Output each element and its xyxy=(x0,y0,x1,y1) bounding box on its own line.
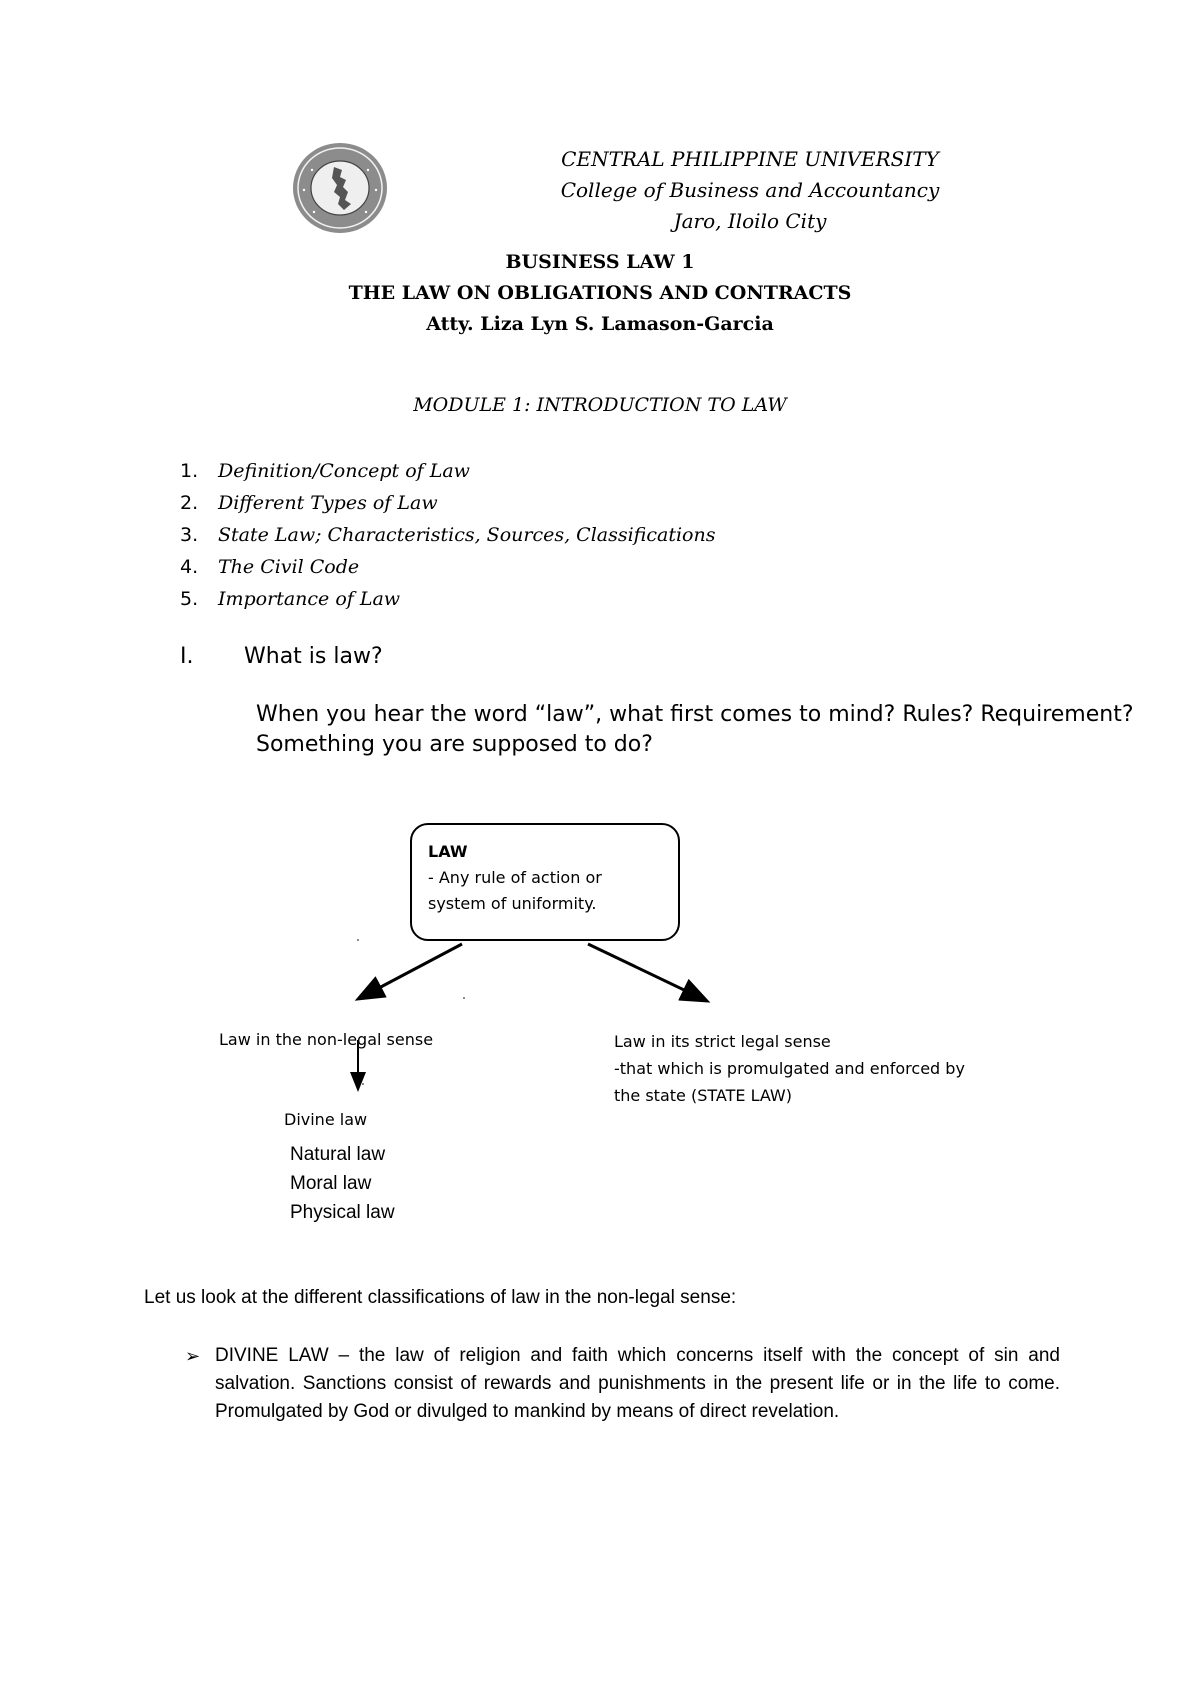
arrow-left-branch xyxy=(360,944,462,998)
university-header xyxy=(540,144,960,237)
topic-number: 2. xyxy=(180,492,199,514)
topic-text: Definition/Concept of Law xyxy=(218,460,470,482)
topic-text: State Law; Characteristics, Sources, Classifications xyxy=(218,524,716,546)
arrow-bullet-icon: ➢ xyxy=(185,1346,201,1367)
university-seal-logo xyxy=(290,140,390,236)
module-title: MODULE 1: INTRODUCTION TO LAW xyxy=(413,394,787,416)
topic-text: The Civil Code xyxy=(218,556,360,578)
topic-number: 4. xyxy=(180,556,199,578)
nonlegal-type-item: Moral law xyxy=(290,1173,372,1194)
college-name: College of Business and Accountancy xyxy=(560,178,940,202)
strict-legal-sense-line: the state (STATE LAW) xyxy=(614,1086,792,1105)
section-number: I. xyxy=(180,644,194,669)
law-definition-box xyxy=(410,823,680,941)
law-box-title: LAW xyxy=(428,842,468,861)
topic-number: 1. xyxy=(180,460,199,482)
law-box-line: - Any rule of action or xyxy=(428,868,602,887)
course-code: BUSINESS LAW 1 xyxy=(505,251,695,273)
section-question: When you hear the word “law”, what first comes to mind? Rules? Requirement? Something you are supposed to do? xyxy=(256,702,1134,757)
intro-paragraph: Let us look at the different classifications of law in the non-legal sense: xyxy=(144,1287,737,1308)
university-name: CENTRAL PHILIPPINE UNIVERSITY xyxy=(561,147,939,171)
topic-text: Different Types of Law xyxy=(218,492,438,514)
topic-text: Importance of Law xyxy=(218,588,401,610)
university-location: Jaro, Iloilo City xyxy=(673,209,827,233)
course-title: THE LAW ON OBLIGATIONS AND CONTRACTS xyxy=(348,282,852,304)
nonlegal-type-divine: Divine law xyxy=(284,1110,368,1129)
topic-number: 3. xyxy=(180,524,199,546)
divine-law-paragraph: DIVINE LAW – the law of religion and faith which concerns itself with the concept of sin and salvation. Sanctions consist of rewards and punishments in the present life or in the life to come. Promulgated by God or divulged to mankind by means of direct revelation. xyxy=(215,1345,1060,1422)
nonlegal-type-list xyxy=(290,1140,395,1227)
section-title: What is law? xyxy=(244,644,383,669)
topic-number: 5. xyxy=(180,588,199,610)
strict-legal-sense-label: Law in its strict legal sense xyxy=(614,1032,831,1051)
instructor-name: Atty. Liza Lyn S. Lamason-Garcia xyxy=(426,313,774,335)
nonlegal-sense-label: Law in the non-legal sense xyxy=(219,1030,434,1049)
course-title-block xyxy=(200,247,1000,340)
strict-legal-sense-block xyxy=(614,1028,965,1109)
arrow-right-branch xyxy=(588,944,705,1000)
nonlegal-type-item: Physical law xyxy=(290,1202,395,1223)
nonlegal-type-item: Natural law xyxy=(290,1144,386,1165)
law-box-line: system of uniformity. xyxy=(428,894,597,913)
strict-legal-sense-line: -that which is promulgated and enforced by xyxy=(614,1059,965,1078)
